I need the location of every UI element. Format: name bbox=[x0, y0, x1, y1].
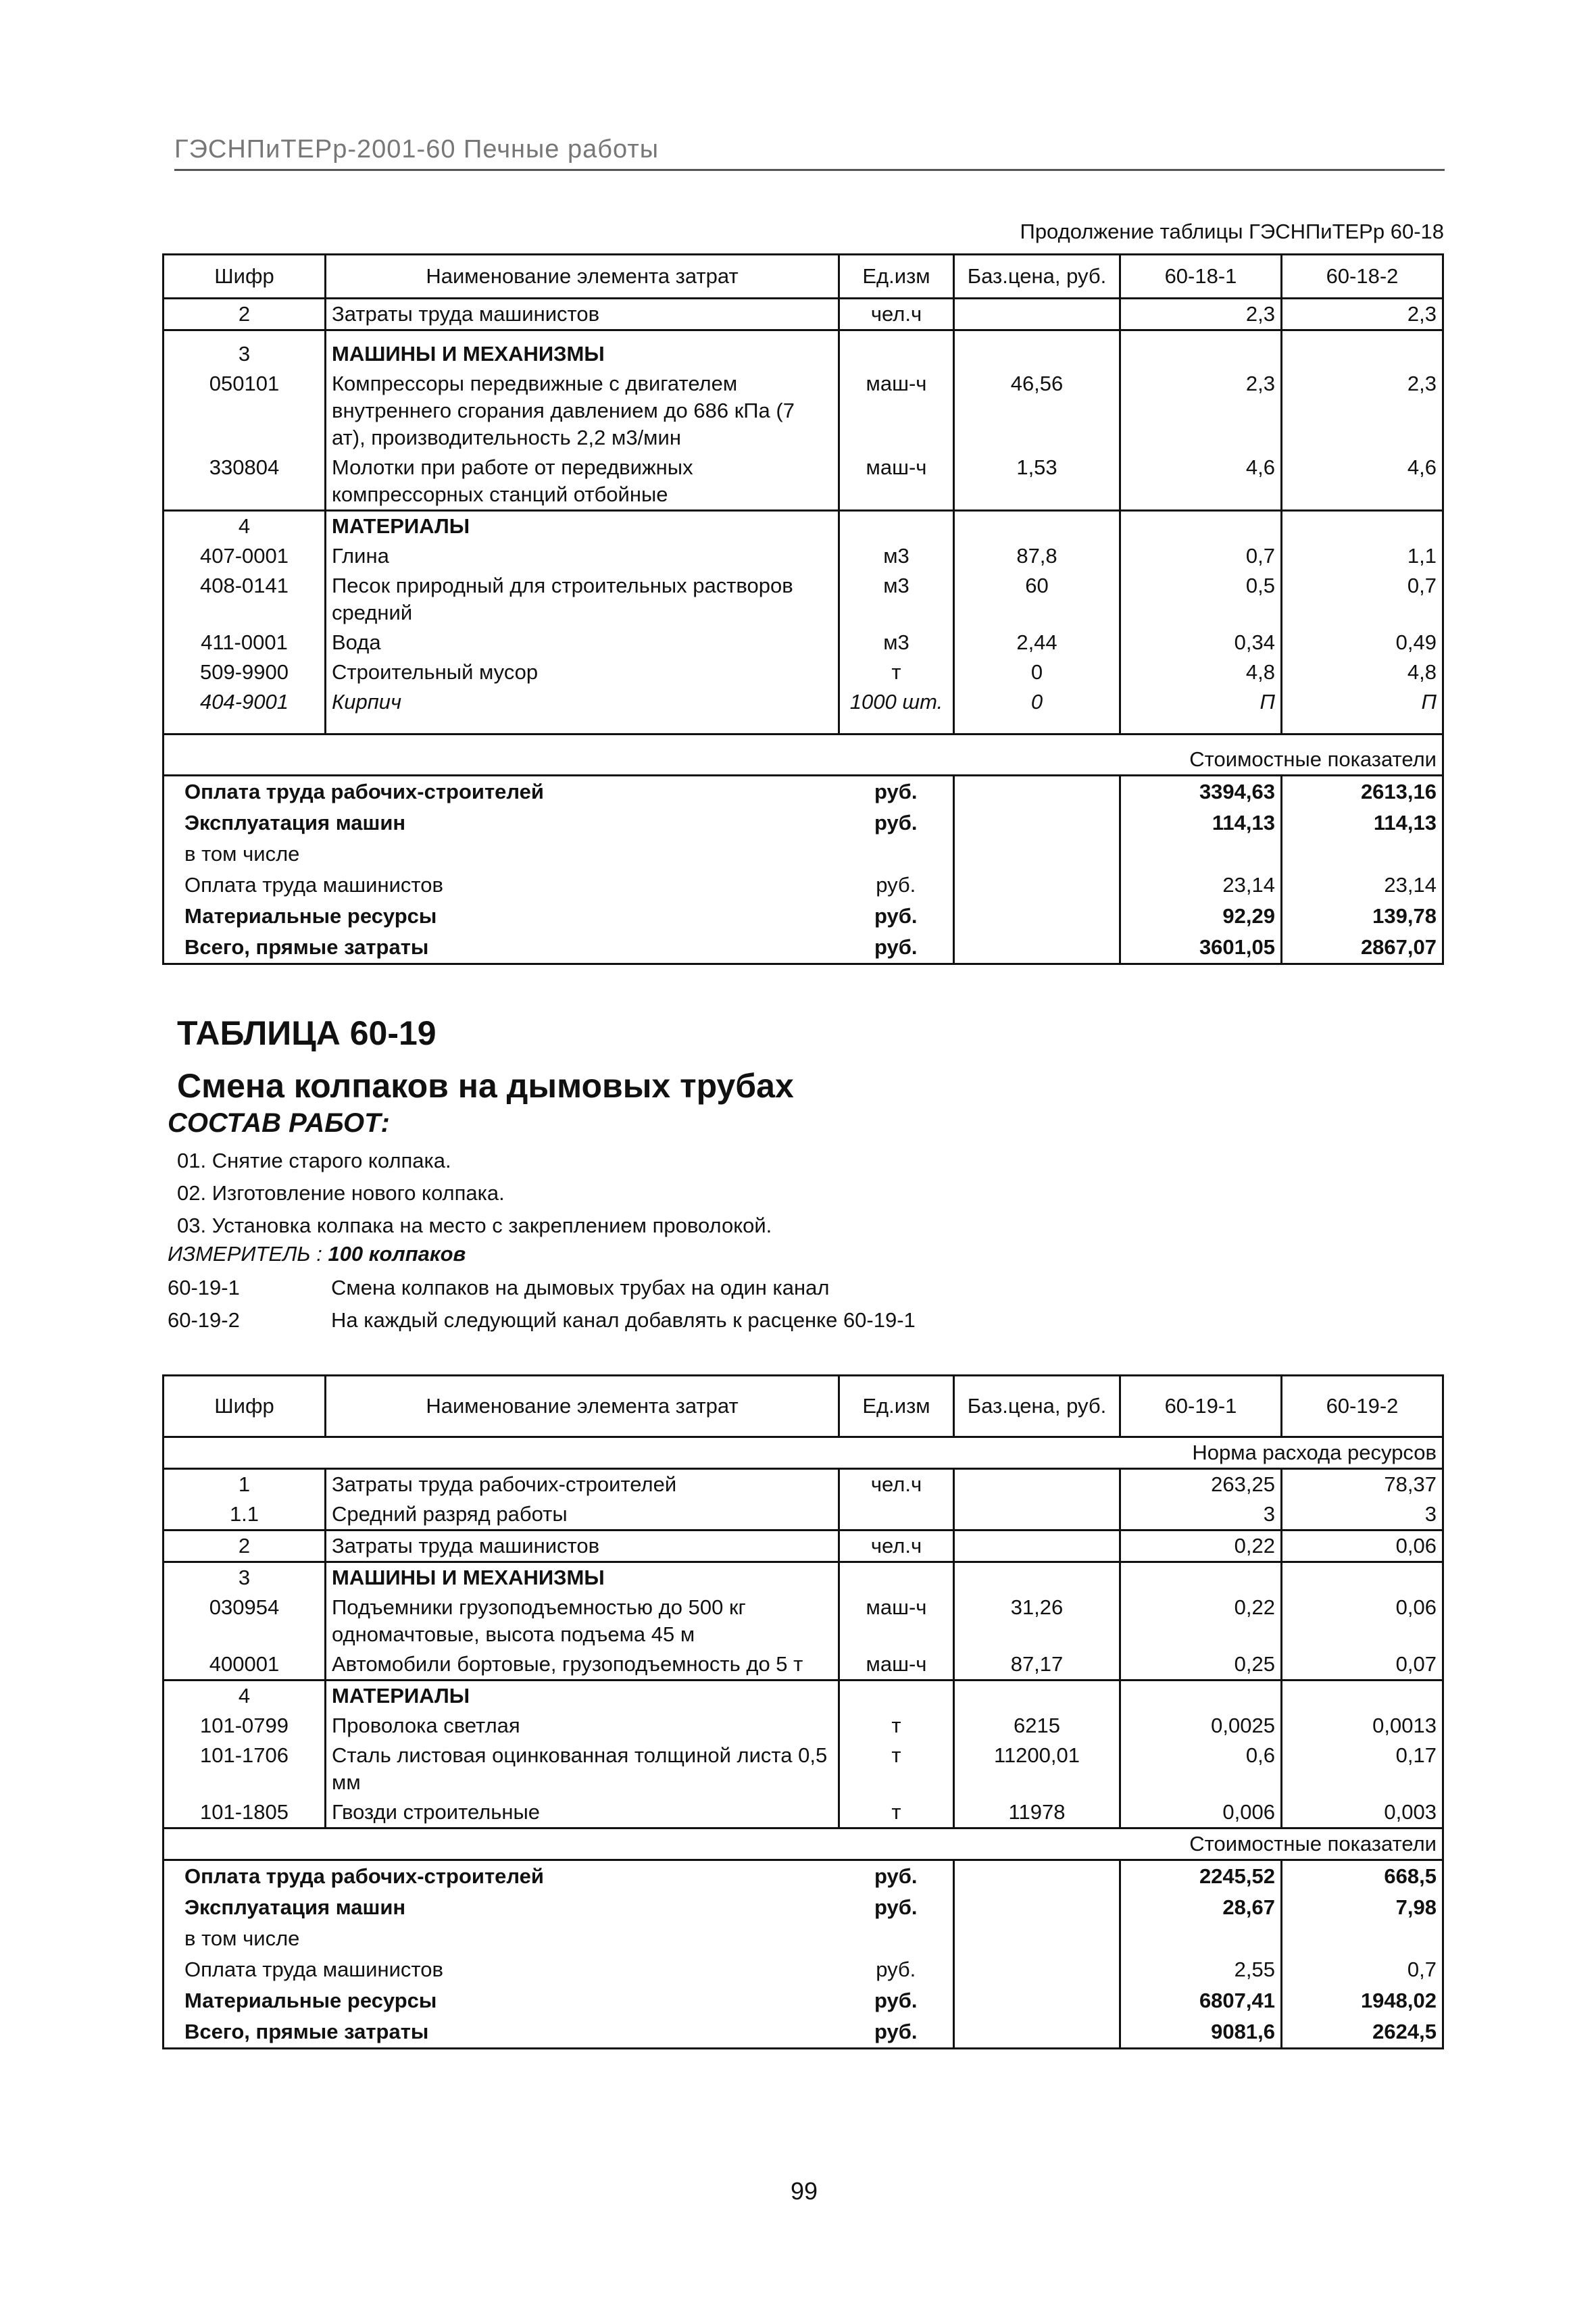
work-composition-label: СОСТАВ РАБОТ: bbox=[168, 1108, 390, 1138]
row-code: 2 bbox=[164, 299, 326, 330]
meter-value: 100 колпаков bbox=[328, 1242, 466, 1266]
row-code: 411-0001 bbox=[164, 628, 326, 657]
row-value-2: 0,07 bbox=[1282, 1649, 1443, 1681]
row-code: 101-0799 bbox=[164, 1711, 326, 1741]
row-unit: маш-ч bbox=[839, 1593, 954, 1649]
row-value-1: 2,3 bbox=[1120, 299, 1282, 330]
summary-value-1: 3601,05 bbox=[1120, 932, 1282, 964]
row-code: 3 bbox=[164, 330, 326, 370]
summary-row bbox=[164, 839, 1443, 870]
summary-value-2: 1948,02 bbox=[1282, 1985, 1443, 2016]
row-price: 87,8 bbox=[954, 541, 1120, 571]
section-label-row bbox=[164, 1828, 1443, 1860]
row-unit: т bbox=[839, 1741, 954, 1797]
summary-unit: руб. bbox=[874, 1989, 918, 2012]
table-row bbox=[164, 1681, 1443, 1712]
row-price: 87,17 bbox=[954, 1649, 1120, 1681]
table-row bbox=[164, 1741, 1443, 1797]
summary-value-1 bbox=[1120, 1923, 1282, 1954]
table-row bbox=[164, 1797, 1443, 1828]
table-row bbox=[164, 299, 1443, 330]
row-unit bbox=[839, 1499, 954, 1530]
row-price: 31,26 bbox=[954, 1593, 1120, 1649]
table-row bbox=[164, 1593, 1443, 1649]
row-value-1: 263,25 bbox=[1120, 1469, 1282, 1500]
summary-unit: руб. bbox=[874, 1895, 918, 1919]
row-value-1: 3 bbox=[1120, 1499, 1282, 1530]
row-value-1: 0,006 bbox=[1120, 1797, 1282, 1828]
summary-label: Оплата труда рабочих-строителей bbox=[164, 776, 839, 808]
summary-unit: руб. bbox=[874, 780, 918, 803]
summary-row bbox=[164, 1860, 1443, 1893]
table-row bbox=[164, 330, 1443, 370]
row-code: 509-9900 bbox=[164, 657, 326, 687]
row-code: 101-1805 bbox=[164, 1797, 326, 1828]
row-unit: т bbox=[839, 1711, 954, 1741]
row-price: 11978 bbox=[954, 1797, 1120, 1828]
row-code: 4 bbox=[164, 511, 326, 542]
summary-value-2: 23,14 bbox=[1282, 870, 1443, 901]
cost-indicators-label: Стоимостные показатели bbox=[164, 1828, 1443, 1860]
row-price: 0 bbox=[954, 657, 1120, 687]
summary-value-2: 2624,5 bbox=[1282, 2016, 1443, 2049]
rate-code: 60-19-2 bbox=[168, 1308, 240, 1332]
col-header: Баз.цена, руб. bbox=[954, 1376, 1120, 1437]
table-row bbox=[164, 453, 1443, 511]
row-name: Подъемники грузоподъемностью до 500 кг одномачтовые, высота подъема 45 м bbox=[326, 1593, 839, 1649]
row-name: Вода bbox=[326, 628, 839, 657]
summary-value-1: 114,13 bbox=[1120, 807, 1282, 839]
row-value-2: 0,003 bbox=[1282, 1797, 1443, 1828]
table-row bbox=[164, 1499, 1443, 1530]
row-value-1: 0,5 bbox=[1120, 571, 1282, 628]
summary-unit: руб. bbox=[874, 1864, 918, 1888]
row-value-2: 2,3 bbox=[1282, 369, 1443, 453]
summary-value-2: 0,7 bbox=[1282, 1954, 1443, 1985]
row-unit: м3 bbox=[839, 541, 954, 571]
summary-row bbox=[164, 1954, 1443, 1985]
summary-value-2: 114,13 bbox=[1282, 807, 1443, 839]
running-header: ГЭСНПиТЕРр-2001-60 Печные работы bbox=[174, 135, 659, 164]
summary-label: Материальные ресурсы bbox=[164, 1985, 839, 2016]
row-unit: м3 bbox=[839, 571, 954, 628]
row-value-1: П bbox=[1120, 687, 1282, 735]
summary-unit bbox=[839, 1923, 954, 1954]
summary-value-2: 7,98 bbox=[1282, 1892, 1443, 1923]
cost-indicators-label: Стоимостные показатели bbox=[164, 735, 1443, 776]
col-header: Наименование элемента затрат bbox=[326, 1376, 839, 1437]
row-name: Затраты труда машинистов bbox=[326, 1530, 839, 1562]
row-price: 6215 bbox=[954, 1711, 1120, 1741]
norm-label: Норма расхода ресурсов bbox=[164, 1437, 1443, 1469]
summary-row bbox=[164, 2016, 1443, 2049]
summary-row bbox=[164, 1985, 1443, 2016]
row-value-1: 0,22 bbox=[1120, 1530, 1282, 1562]
summary-value-1: 28,67 bbox=[1120, 1892, 1282, 1923]
rate-description: Смена колпаков на дымовых трубах на один канал bbox=[331, 1276, 830, 1299]
row-code: 1.1 bbox=[164, 1499, 326, 1530]
row-value-1: 0,0025 bbox=[1120, 1711, 1282, 1741]
summary-row bbox=[164, 932, 1443, 964]
row-value-1: 4,6 bbox=[1120, 453, 1282, 511]
meter-label: ИЗМЕРИТЕЛЬ : bbox=[168, 1242, 322, 1266]
summary-value-2 bbox=[1282, 839, 1443, 870]
summary-value-1: 3394,63 bbox=[1120, 776, 1282, 808]
rate-code: 60-19-1 bbox=[168, 1276, 240, 1299]
row-unit: чел.ч bbox=[839, 299, 954, 330]
section-label-row bbox=[164, 735, 1443, 776]
col-header: Ед.изм bbox=[839, 255, 954, 299]
row-value-2: 4,8 bbox=[1282, 657, 1443, 687]
row-value-2: 0,7 bbox=[1282, 571, 1443, 628]
table-row bbox=[164, 657, 1443, 687]
summary-row bbox=[164, 776, 1443, 808]
row-code: 407-0001 bbox=[164, 541, 326, 571]
row-code: 1 bbox=[164, 1469, 326, 1500]
summary-value-2: 668,5 bbox=[1282, 1860, 1443, 1893]
summary-row bbox=[164, 901, 1443, 932]
table-60-18 bbox=[162, 253, 1444, 965]
summary-label: Оплата труда машинистов bbox=[164, 870, 839, 901]
row-unit: чел.ч bbox=[839, 1469, 954, 1500]
summary-label: Всего, прямые затраты bbox=[164, 932, 839, 964]
summary-unit: руб. bbox=[874, 904, 918, 928]
section-label-row bbox=[164, 1437, 1443, 1469]
summary-unit bbox=[839, 839, 954, 870]
row-value-2: П bbox=[1282, 687, 1443, 735]
table-row bbox=[164, 628, 1443, 657]
row-name: Затраты труда рабочих-строителей bbox=[326, 1469, 839, 1500]
header-rule bbox=[174, 169, 1445, 171]
row-price: 11200,01 bbox=[954, 1741, 1120, 1797]
row-value-1: 0,22 bbox=[1120, 1593, 1282, 1649]
row-code: 2 bbox=[164, 1530, 326, 1562]
row-name: Средний разряд работы bbox=[326, 1499, 839, 1530]
row-value-1: 4,8 bbox=[1120, 657, 1282, 687]
table-title: ТАБЛИЦА 60-19 bbox=[177, 1014, 437, 1052]
row-value-2: 0,0013 bbox=[1282, 1711, 1443, 1741]
table-header-row bbox=[164, 255, 1443, 299]
row-value-1: 0,34 bbox=[1120, 628, 1282, 657]
table-row bbox=[164, 1649, 1443, 1681]
summary-label: Материальные ресурсы bbox=[164, 901, 839, 932]
summary-row bbox=[164, 1892, 1443, 1923]
section-title: МАШИНЫ И МЕХАНИЗМЫ bbox=[326, 330, 839, 370]
row-value-2: 0,17 bbox=[1282, 1741, 1443, 1797]
row-unit: т bbox=[839, 1797, 954, 1828]
col-header: Шифр bbox=[164, 1376, 326, 1437]
summary-label: в том числе bbox=[164, 1923, 839, 1954]
row-value-1: 0,6 bbox=[1120, 1741, 1282, 1797]
summary-row bbox=[164, 870, 1443, 901]
summary-unit: руб. bbox=[839, 2016, 954, 2049]
row-name: Гвозди строительные bbox=[326, 1797, 839, 1828]
summary-value-2 bbox=[1282, 1923, 1443, 1954]
summary-unit: руб. bbox=[839, 932, 954, 964]
summary-row bbox=[164, 1923, 1443, 1954]
row-value-2: 0,49 bbox=[1282, 628, 1443, 657]
row-unit: маш-ч bbox=[839, 369, 954, 453]
rate-description: На каждый следующий канал добавлять к расценке 60-19-1 bbox=[331, 1308, 916, 1332]
row-code: 404-9001 bbox=[164, 687, 326, 735]
row-price bbox=[954, 1499, 1120, 1530]
row-code: 330804 bbox=[164, 453, 326, 511]
row-name: Глина bbox=[326, 541, 839, 571]
row-price: 0 bbox=[954, 687, 1120, 735]
row-price bbox=[954, 1530, 1120, 1562]
table-row bbox=[164, 1469, 1443, 1500]
row-unit: маш-ч bbox=[839, 453, 954, 511]
row-unit: т bbox=[839, 657, 954, 687]
col-header: 60-18-1 bbox=[1120, 255, 1282, 299]
row-value-2: 78,37 bbox=[1282, 1469, 1443, 1500]
summary-value-1: 2,55 bbox=[1120, 1954, 1282, 1985]
row-code: 050101 bbox=[164, 369, 326, 453]
row-code: 408-0141 bbox=[164, 571, 326, 628]
row-price: 46,56 bbox=[954, 369, 1120, 453]
row-value-2: 1,1 bbox=[1282, 541, 1443, 571]
row-name: Затраты труда машинистов bbox=[326, 299, 839, 330]
col-header: Шифр bbox=[164, 255, 326, 299]
row-name: Автомобили бортовые, грузоподъемность до 5 т bbox=[326, 1649, 839, 1681]
table-subtitle: Смена колпаков на дымовых трубах bbox=[177, 1067, 794, 1105]
row-value-1: 0,25 bbox=[1120, 1649, 1282, 1681]
work-step: 01. Снятие старого колпака. bbox=[177, 1149, 451, 1172]
summary-value-1: 23,14 bbox=[1120, 870, 1282, 901]
summary-label: Оплата труда машинистов bbox=[164, 1954, 839, 1985]
row-code: 101-1706 bbox=[164, 1741, 326, 1797]
row-name: Проволока светлая bbox=[326, 1711, 839, 1741]
table-row bbox=[164, 571, 1443, 628]
row-code: 4 bbox=[164, 1681, 326, 1712]
col-header: 60-19-1 bbox=[1120, 1376, 1282, 1437]
row-name: Песок природный для строительных растворов средний bbox=[326, 571, 839, 628]
summary-unit: руб. bbox=[876, 873, 916, 897]
row-price: 2,44 bbox=[954, 628, 1120, 657]
col-header: Ед.изм bbox=[839, 1376, 954, 1437]
row-unit: м3 bbox=[839, 628, 954, 657]
summary-value-1: 2245,52 bbox=[1120, 1860, 1282, 1893]
row-value-2: 3 bbox=[1282, 1499, 1443, 1530]
row-value-2: 4,6 bbox=[1282, 453, 1443, 511]
section-title: МАТЕРИАЛЫ bbox=[326, 1681, 839, 1712]
table-row bbox=[164, 541, 1443, 571]
table-60-19 bbox=[162, 1374, 1444, 2049]
summary-value-1 bbox=[1120, 839, 1282, 870]
row-code: 030954 bbox=[164, 1593, 326, 1649]
row-value-2: 2,3 bbox=[1282, 299, 1443, 330]
row-price: 1,53 bbox=[954, 453, 1120, 511]
table-row bbox=[164, 369, 1443, 453]
summary-label: Эксплуатация машин bbox=[164, 807, 839, 839]
row-value-2: 0,06 bbox=[1282, 1593, 1443, 1649]
row-name: Молотки при работе от передвижных компрессорных станций отбойные bbox=[326, 453, 839, 511]
row-name: Кирпич bbox=[326, 687, 839, 735]
col-header: Баз.цена, руб. bbox=[954, 255, 1120, 299]
page-number: 99 bbox=[791, 2177, 818, 2205]
row-price bbox=[954, 299, 1120, 330]
row-price: 60 bbox=[954, 571, 1120, 628]
summary-value-1: 9081,6 bbox=[1120, 2016, 1282, 2049]
row-value-1: 2,3 bbox=[1120, 369, 1282, 453]
col-header: 60-18-2 bbox=[1282, 255, 1443, 299]
summary-unit: руб. bbox=[876, 1958, 916, 1981]
row-value-1: 0,7 bbox=[1120, 541, 1282, 571]
section-title: МАШИНЫ И МЕХАНИЗМЫ bbox=[326, 1562, 839, 1593]
summary-unit: руб. bbox=[874, 811, 918, 835]
table-row bbox=[164, 1530, 1443, 1562]
row-name: Сталь листовая оцинкованная толщиной листа 0,5 мм bbox=[326, 1741, 839, 1797]
meter-line bbox=[168, 1242, 466, 1266]
summary-value-2: 139,78 bbox=[1282, 901, 1443, 932]
table-continuation-note: Продолжение таблицы ГЭСНПиТЕРр 60-18 bbox=[1020, 220, 1444, 243]
row-unit: чел.ч bbox=[839, 1530, 954, 1562]
summary-label: Эксплуатация машин bbox=[164, 1892, 839, 1923]
summary-value-1: 92,29 bbox=[1120, 901, 1282, 932]
row-code: 400001 bbox=[164, 1649, 326, 1681]
table-row bbox=[164, 1562, 1443, 1593]
work-step: 02. Изготовление нового колпака. bbox=[177, 1181, 505, 1205]
table-row bbox=[164, 1711, 1443, 1741]
summary-label: в том числе bbox=[164, 839, 839, 870]
summary-value-1: 6807,41 bbox=[1120, 1985, 1282, 2016]
col-header: 60-19-2 bbox=[1282, 1376, 1443, 1437]
summary-label: Всего, прямые затраты bbox=[164, 2016, 839, 2049]
col-header: Наименование элемента затрат bbox=[326, 255, 839, 299]
summary-value-2: 2867,07 bbox=[1282, 932, 1443, 964]
table-row bbox=[164, 687, 1443, 735]
summary-label: Оплата труда рабочих-строителей bbox=[164, 1860, 839, 1893]
row-code: 3 bbox=[164, 1562, 326, 1593]
row-unit: маш-ч bbox=[839, 1649, 954, 1681]
work-step: 03. Установка колпака на место с закреплением проволокой. bbox=[177, 1214, 772, 1237]
row-name: Компрессоры передвижные с двигателем внутреннего сгорания давлением до 686 кПа (7 ат), производительность 2,2 м3/мин bbox=[326, 369, 839, 453]
table-row bbox=[164, 511, 1443, 542]
summary-row bbox=[164, 807, 1443, 839]
row-unit: 1000 шт. bbox=[839, 687, 954, 735]
table-header-row bbox=[164, 1376, 1443, 1437]
row-name: Строительный мусор bbox=[326, 657, 839, 687]
section-title: МАТЕРИАЛЫ bbox=[326, 511, 839, 542]
row-price bbox=[954, 1469, 1120, 1500]
summary-value-2: 2613,16 bbox=[1282, 776, 1443, 808]
row-value-2: 0,06 bbox=[1282, 1530, 1443, 1562]
